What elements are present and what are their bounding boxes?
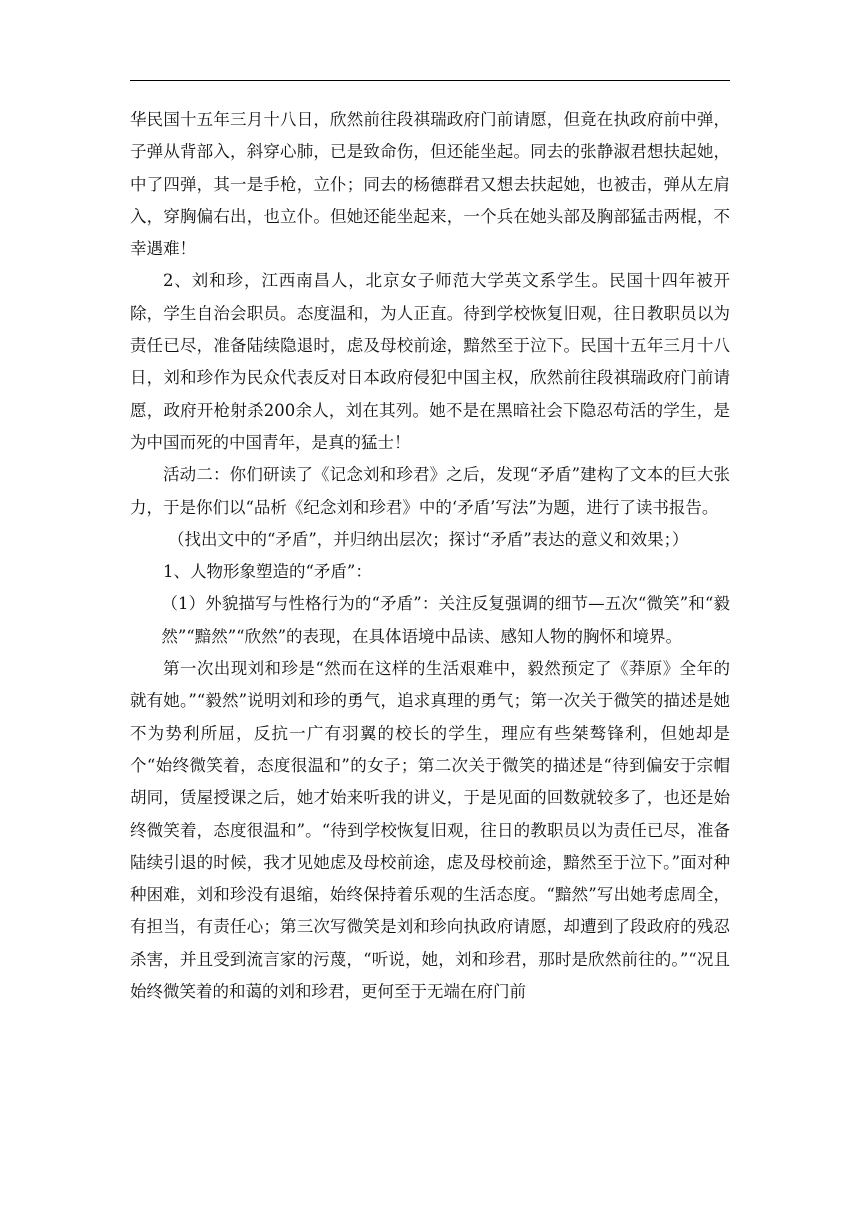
paragraph-task-instructions: （找出文中的“矛盾”，并归纳出层次；探讨“矛盾”表达的意义和效果；） [167, 529, 689, 549]
paragraph-liu-hezhen-bio: 2、刘和珍，江西南昌人，北京女子师范大学英文系学生。民国十四年被开除，学生自治会职员。态度温和，为人正直。待到学校恢复旧观，往日教职员以为责任已尽，准备陆续隐退时，虑及母校前途，黯然至于泣下。民国十五年三月十八日，刘和珍作为民众代表反对日本政府侵犯中国主权，欣然前往段祺瑞政府门前请愿，政府开枪射杀200余人，刘在其列。她不是在黑暗社会下隐忍苟活的学生，是为中国而死的中国青年，是真的猛士！ [130, 271, 730, 452]
subsection-appearance-vs-behavior: （1）外貌描写与性格行为的“矛盾”：关注反复强调的细节—五次“微笑”和“毅然”“黯然”“欣然”的表现，在具体语境中品读、感知人物的胸怀和境界。 [161, 594, 730, 646]
paragraph-activity-two: 活动二：你们研读了《记念刘和珍君》之后，发现“矛盾”建构了文本的巨大张力，于是你们以“品析《纪念刘和珍君》中的‘矛盾’写法”为题，进行了读书报告。 [130, 465, 730, 517]
header-rule [130, 80, 730, 81]
paragraph-continuation: 华民国十五年三月十八日，欣然前往段祺瑞政府门前请愿，但竟在执政府前中弹，子弹从背部入，斜穿心肺，已是致命伤，但还能坐起。同去的张静淑君想扶起她，中了四弹，其一是手枪，立仆；同去的杨德群君又想去扶起她，也被击，弹从左肩入，穿胸偏右出，也立仆。但她还能坐起来，一个兵在她头部及胸部猛击两棍，不幸遇难！ [130, 110, 730, 259]
document-body [130, 104, 730, 1008]
paragraph-analysis: 第一次出现刘和珍是“然而在这样的生活艰难中，毅然预定了《莽原》全年的就有她。”“毅然”说明刘和珍的勇气，追求真理的勇气；第一次关于微笑的描述是她不为势利所屈，反抗一广有羽翼的校长的学生，理应有些桀骜锋利，但她却是个“始终微笑着，态度很温和”的女子；第二次关于微笑的描述是“待到偏安于宗帽胡同，赁屋授课之后，她才始来听我的讲义，于是见面的回数就较多了，也还是始终微笑着，态度很温和”。“待到学校恢复旧观，往日的教职员以为责任已尽，准备陆续引退的时候，我才见她虑及母校前途，虑及母校前途，黯然至于泣下。”面对种种困难，刘和珍没有退缩，始终保持着乐观的生活态度。“黯然”写出她考虑周全，有担当，有责任心；第三次写微笑是刘和珍向执政府请愿，却遭到了段政府的残忍杀害，并且受到流言家的污蔑，“听说，她，刘和珍君，那时是欣然前往的。”“况且始终微笑着的和蔼的刘和珍君，更何至于无端在府门前 [130, 659, 730, 1002]
section-heading-character-contradiction: 1、人物形象塑造的“矛盾”： [163, 562, 372, 582]
